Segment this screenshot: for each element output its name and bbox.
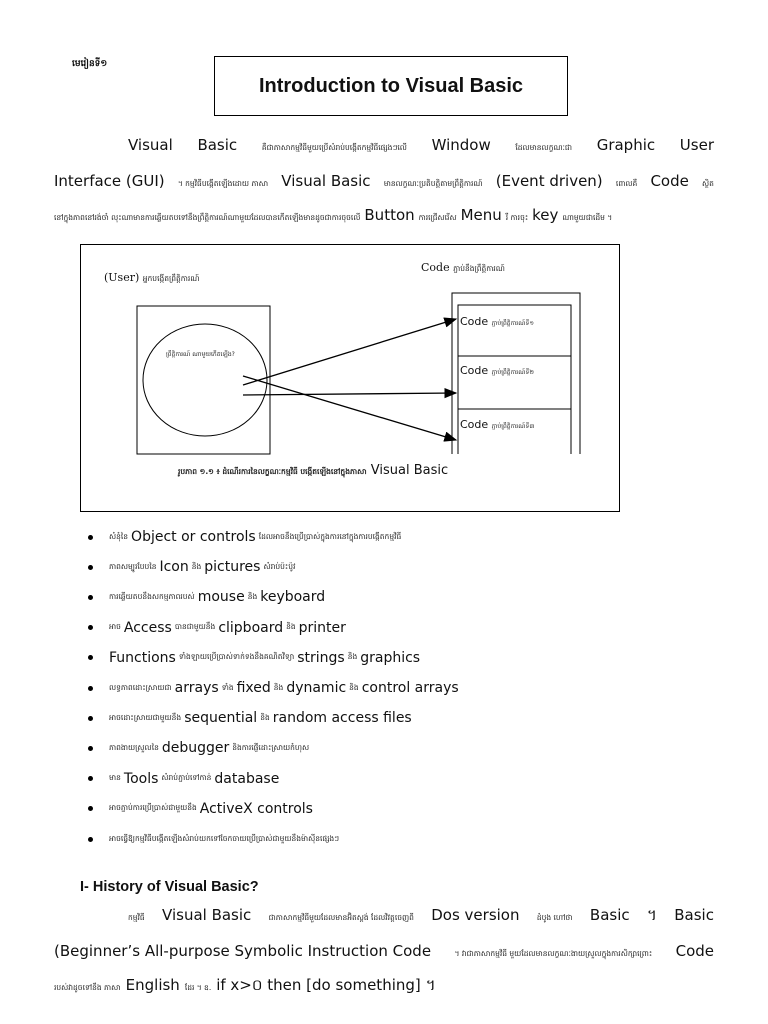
bullet-dot xyxy=(88,837,93,842)
bullet-khmer-text: និង xyxy=(247,591,258,601)
intro-text: User xyxy=(679,136,714,154)
bullet-khmer-text: ទាំង xyxy=(221,682,234,692)
bullet-text: Tools xyxy=(123,770,159,787)
feature-list-item xyxy=(88,647,728,669)
bullet-text: graphics xyxy=(360,649,421,666)
intro-text: (Event driven) xyxy=(495,172,603,190)
intro-khmer: ដែលមានលក្ខណៈជា xyxy=(515,143,573,152)
bullet-khmer-text: ការឆ្លើយតបនឹងសកម្មភាពរបស់ xyxy=(109,591,195,601)
figure-user-label: (User) អ្នកបង្កើតព្រឹត្តិការណ៍ xyxy=(104,271,200,284)
bullet-khmer-text: ភាពសម្បូរបែបនៃ xyxy=(109,561,157,571)
arrow-to-code-1 xyxy=(243,319,456,385)
bullet-khmer-text: អាចធ្វើឱ្យកម្មវិធីបង្កើតឡើងសំរាប់យកទៅចែកចាយប្រើប្រាស់ជាមួយនឹងម៉ាស៊ីនផ្សេងៗ xyxy=(109,833,340,843)
bullet-text: Access xyxy=(123,619,172,636)
bullet-khmer-text: អាចភ្ជាប់ការប្រើប្រាស់ជាមួយនឹង xyxy=(109,803,197,813)
bullet-text: keyboard xyxy=(260,589,326,606)
bullet-khmer-text: សំរាប់ប៉ះប៉ូវ xyxy=(263,561,296,571)
bullet-text: sequential xyxy=(184,710,258,727)
bullet-dot xyxy=(88,746,93,751)
chapter-label: មេរៀនទី១ xyxy=(72,59,108,69)
bullet-khmer-text: ដែលអាចនឹងប្រើប្រាស់ក្នុងការនៅក្នុងការបង្កើតកម្មវិធី xyxy=(258,531,402,541)
feature-list-item xyxy=(88,586,728,608)
intro-text: key xyxy=(532,206,559,224)
intro-text: Basic xyxy=(197,136,238,154)
arrow-to-code-3 xyxy=(243,376,456,440)
feature-list-item xyxy=(88,828,728,850)
bullet-text: strings xyxy=(297,649,345,666)
bullet-dot xyxy=(88,565,93,570)
bullet-text: fixed xyxy=(236,680,271,696)
bullet-khmer-text: ភាពងាយស្រួលនៃ xyxy=(109,742,159,752)
figure-event-text: ព្រឹត្តិការណ៍ ណាមួយកើតឡើង? xyxy=(166,351,235,358)
feature-list-item xyxy=(88,768,728,790)
bullet-text: Object or controls xyxy=(131,529,256,545)
bullet-khmer-text: និងការផ្ញើដោះស្រាយកំហុស xyxy=(232,742,310,752)
history-line-1: កម្មវិធី Visual Basic ជាភាសាកម្មវិធីមួយដែលមានអ៊ិតស្តង់ ដែលវិវត្តចេញពី Dos version ដំបូង ហៅថា Basic ។ Basic xyxy=(128,906,714,924)
feature-list-item xyxy=(88,526,728,548)
feature-list-item xyxy=(88,677,728,699)
intro-text: Visual Basic xyxy=(281,172,371,190)
feature-list-item xyxy=(88,556,728,578)
bullet-dot xyxy=(88,716,93,721)
bullet-khmer-text: និង xyxy=(347,652,358,662)
code-cell-box-3 xyxy=(458,409,571,454)
event-ellipse xyxy=(143,324,267,436)
bullet-dot xyxy=(88,686,93,691)
bullet-khmer-text: អាច xyxy=(109,622,121,632)
intro-khmer: គឺជាភាសាកម្មវិធីមួយប្រើសំរាប់បង្កើតកម្មវិធីផ្សេងៗលើ xyxy=(261,143,407,152)
intro-text: Visual xyxy=(128,136,173,154)
intro-text: Interface (GUI) xyxy=(54,172,165,190)
bullet-text: arrays xyxy=(174,680,219,696)
code-cell-box-1 xyxy=(458,305,571,356)
feature-list-item xyxy=(88,617,728,639)
bullet-text: database xyxy=(214,770,280,787)
feature-list-item xyxy=(88,737,728,759)
history-heading: I- History of Visual Basic? xyxy=(80,879,259,895)
bullet-dot xyxy=(88,806,93,811)
page-title: Introduction to Visual Basic xyxy=(258,74,524,97)
bullet-text: clipboard xyxy=(218,619,284,636)
bullet-text: pictures xyxy=(204,559,261,576)
intro-khmer: មានលក្ខណៈប្រតិបត្តិតាមព្រឹត្តិការណ៍ xyxy=(383,179,483,188)
history-line-3: របស់វាដូចទៅនឹង ភាសា English ដែរ ។ ឧ. if x>០ then [do something] ។ xyxy=(54,976,436,994)
user-box xyxy=(137,306,270,454)
intro-khmer: ស្ថិត xyxy=(702,179,714,188)
bullet-text: Icon xyxy=(159,559,189,576)
feature-list-item xyxy=(88,798,728,820)
bullet-text: random access files xyxy=(272,710,412,727)
intro-text: Menu xyxy=(460,206,502,224)
bullet-dot xyxy=(88,625,93,630)
bullet-text: dynamic xyxy=(286,680,347,696)
intro-text: Button xyxy=(364,206,415,224)
intro-khmer: រឺ ការចុះ xyxy=(505,213,529,222)
bullet-text: Functions xyxy=(109,649,176,666)
bullet-text: control arrays xyxy=(361,680,459,696)
intro-khmer: នៅក្នុងភាពនៅរង់ចាំ លុះណាមានការឆ្លើយតបទៅនឹងព្រឹត្តិការណ៍ណាមួយដែលបានកើតឡើងមានដូចជាការចុចលើ xyxy=(54,213,361,222)
bullet-khmer-text: ទាំងឡាយប្រើប្រាស់ទាក់ទងនឹងគណិតវិទ្យា xyxy=(178,652,295,662)
bullet-khmer-text: អាចដោះស្រាយជាមួយនឹង xyxy=(109,712,182,722)
bullet-khmer-text: និង xyxy=(286,622,296,632)
intro-khmer: ពោលគឺ xyxy=(615,179,638,188)
intro-khmer: ណាមួយជាដើម ។ xyxy=(562,213,613,222)
bullet-khmer-text: និង xyxy=(273,682,284,692)
intro-khmer: ។ កម្មវិធីបង្កើតឡើងដោយ ភាសា xyxy=(177,179,269,188)
bullet-khmer-text: និង xyxy=(191,561,202,571)
bullet-text: debugger xyxy=(161,740,230,757)
bullet-text: mouse xyxy=(197,589,245,606)
bullet-khmer-text: សំរាប់ភ្ជាប់ទៅកាន់ xyxy=(161,773,212,783)
bullet-khmer-text: និង xyxy=(349,682,359,692)
figure-caption: រូបភាព ១.១ ៖ ដំណើរការនៃលក្ខណៈកម្មវិធី បង្កើតឡើងនៅក្នុងភាសា Visual Basic xyxy=(178,463,449,478)
code-cell-label-3: Code ភ្ជាប់ព្រឹត្តិការណ៍ទី៣ xyxy=(460,418,535,431)
arrow-to-code-2 xyxy=(243,393,456,395)
bullet-dot xyxy=(88,776,93,781)
bullet-khmer-text: មាន xyxy=(109,773,121,783)
code-cell-label-1: Code ភ្ជាប់ព្រឹត្តិការណ៍ទី១ xyxy=(460,315,534,328)
bullet-dot xyxy=(88,655,93,660)
bullet-dot xyxy=(88,535,93,540)
intro-text: Window xyxy=(431,136,491,154)
figure-code-label: Code ភ្ជាប់នឹងព្រឹត្តិការណ៍ xyxy=(421,261,505,274)
bullet-khmer-text: លទ្ធភាពដោះស្រាយជា xyxy=(109,682,172,692)
code-cell-label-2: Code ភ្ជាប់ព្រឹត្តិការណ៍ទី២ xyxy=(460,364,534,377)
bullet-text: ActiveX controls xyxy=(199,800,313,817)
history-line-2: (Beginner’s All-purpose Symbolic Instruction Code ។ វាជាភាសាកម្មវិធី មួយដែលមានលក្ខណៈងាយស្រួលក្នុងការសិក្សាព្រោះ Code xyxy=(54,942,714,960)
bullet-khmer-text: និង xyxy=(260,712,270,722)
bullet-khmer-text: បានជាមួយនឹង xyxy=(174,622,216,632)
intro-text: Code xyxy=(650,172,689,190)
bullet-khmer-text: សំនុំនៃ xyxy=(109,531,129,541)
intro-text: Graphic xyxy=(596,136,656,154)
bullet-text: printer xyxy=(298,619,346,636)
intro-khmer: ការជ្រើសរើស xyxy=(418,213,457,222)
bullet-dot xyxy=(88,595,93,600)
feature-list-item xyxy=(88,707,728,729)
